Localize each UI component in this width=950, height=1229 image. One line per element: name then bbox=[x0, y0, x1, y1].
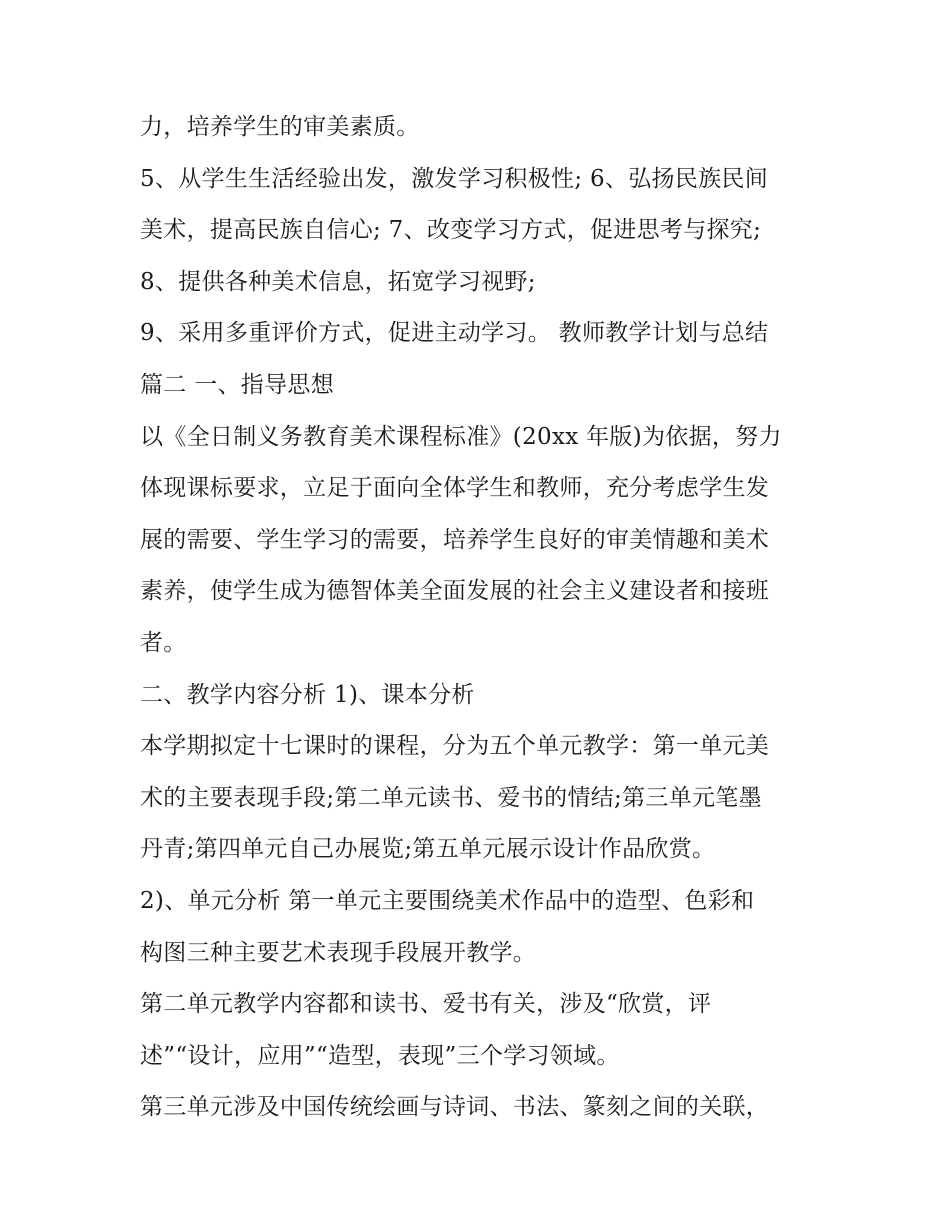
text-line: 8、提供各种美术信息，拓宽学习视野; bbox=[140, 268, 536, 295]
document-page bbox=[140, 102, 820, 1134]
text-line: 丹青;第四单元自己办展览;第五单元展示设计作品欣赏。 bbox=[140, 836, 716, 863]
text-line: 述”“设计，应用”“造型，表现”三个学习领域。 bbox=[140, 1042, 620, 1069]
text-line: 展的需要、学生学习的需要，培养学生良好的审美情趣和美术 bbox=[140, 526, 770, 553]
text-line: 5、从学生生活经验出发，激发学习积极性; 6、弘扬民族民间 bbox=[140, 165, 769, 192]
text-line: 者。 bbox=[140, 629, 187, 656]
section-heading: 二、教学内容分析 1)、课本分析 bbox=[140, 681, 475, 708]
section-heading: 篇二 一、指导思想 bbox=[140, 371, 335, 398]
text-line: 9、采用多重评价方式，促进主动学习。 教师教学计划与总结 bbox=[140, 320, 769, 347]
text-line: 美术，提高民族自信心; 7、改变学习方式，促进思考与探究; bbox=[140, 217, 762, 244]
text-line: 第二单元教学内容都和读书、爱书有关，涉及“欣赏，评 bbox=[140, 991, 712, 1018]
text-line: 以《全日制义务教育美术课程标准》(20xx 年版)为依据，努力 bbox=[140, 423, 782, 450]
text-line: 2)、单元分析 第一单元主要围绕美术作品中的造型、色彩和 bbox=[140, 887, 755, 914]
text-line: 素养，使学生成为德智体美全面发展的社会主义建设者和接班 bbox=[140, 578, 770, 605]
text-line: 本学期拟定十七课时的课程，分为五个单元教学：第一单元美 bbox=[140, 733, 770, 760]
text-line: 构图三种主要艺术表现手段展开教学。 bbox=[140, 939, 537, 966]
text-line: 第三单元涉及中国传统绘画与诗词、书法、篆刻之间的关联， bbox=[140, 1094, 770, 1121]
text-line: 力，培养学生的审美素质。 bbox=[140, 114, 420, 140]
text-line: 体现课标要求，立足于面向全体学生和教师，充分考虑学生发 bbox=[140, 475, 770, 502]
text-line: 术的主要表现手段;第二单元读书、爱书的情结;第三单元笔墨 bbox=[140, 784, 762, 811]
